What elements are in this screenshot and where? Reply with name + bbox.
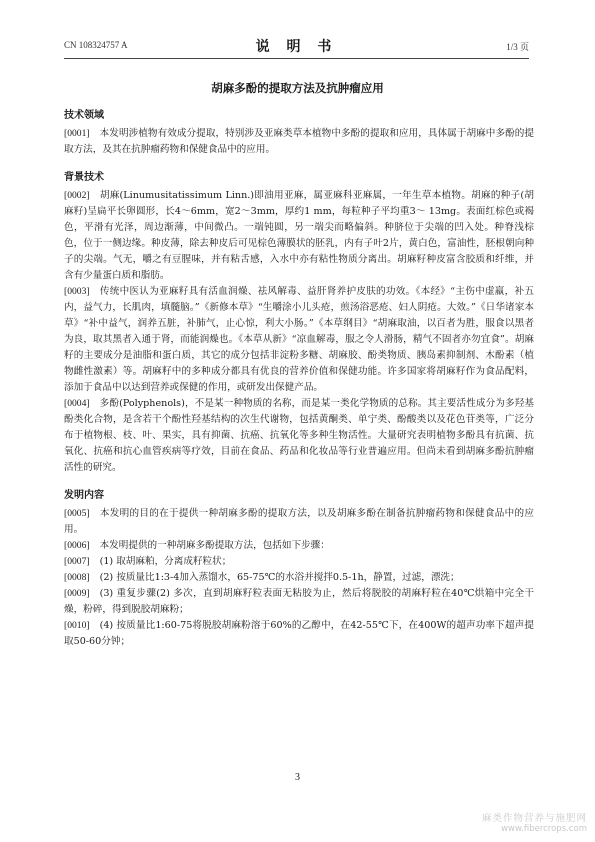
- document-type: 说 明 书: [255, 39, 338, 55]
- paragraph-number: [0004]: [64, 398, 90, 409]
- paragraph-number: [0008]: [64, 572, 90, 583]
- paragraph-number: [0005]: [64, 508, 90, 519]
- paragraph-text: 本发明涉植物有效成分提取，特别涉及亚麻类草本植物中多酚的提取和应用，具体属于胡麻中多酚的提取方法，及其在抗肿瘤药物和保健食品中的应用。: [64, 128, 534, 155]
- paragraph: [64, 396, 534, 476]
- paragraph-text: 本发明提供的一种胡麻多酚提取方法，包括如下步骤：: [99, 540, 330, 551]
- paragraph-text: (2) 按质量比1:3-4加入蒸馏水，65-75℃的水浴并搅拌0.5-1h，静置，过滤，漂洗；: [99, 572, 460, 583]
- patent-number: CN 108324757 A: [64, 40, 128, 50]
- paragraph-number: [0003]: [64, 286, 90, 297]
- paragraph: [64, 284, 534, 396]
- header-divider: [64, 58, 529, 59]
- paragraph: [64, 506, 534, 538]
- watermark-text: 麻类作物营养与施肥网: [481, 813, 587, 824]
- document-body: [64, 108, 534, 650]
- page-number: 3: [295, 772, 300, 783]
- paragraph-text: 胡麻(Linumusitatissimum Linn.)即油用亚麻，属亚麻科亚麻属，一年生草本植物。胡麻的种子(胡麻籽)呈扁平长卵圆形，长4～6mm，宽2～3mm，厚约1 mm，每粒种子平均重3～ 13mg。表面红棕色或褐色，平滑有光泽，周边渐薄，中间微凸。一端钝圆，另一端尖而略偏斜。种脐位于尖端的凹入处。种脊浅棕色，位于一侧边缘。种皮薄，除去种皮后可见棕色薄膜状的胚乳，内有子叶2片，黄白色，富油性，胚根朝向种子的尖端。气无，嚼之有豆腥味，并有粘舌感，入水中亦有粘性物质分离出。胡麻籽种皮富含胶质和纤维，并含有少量蛋白质和脂肪。: [64, 190, 534, 281]
- page-indicator: 1/3 页: [506, 42, 529, 52]
- paragraph-text: 传统中医认为亚麻籽具有活血润燥、祛风解毒、益肝肾养护皮肤的功效。《本经》“主伤中虚羸，补五内，益气力，长肌肉，填髓脑。”《新修本草》“生嚼涂小儿头疮，煎汤浴恶疮、妇人阴疮。大效。”《日华诸家本草》“补中益气，润养五脏，补肺气，止心惊，利大小肠。”《本草纲目》“胡麻取油，以百者为胜，服食以黑者为良，取其黑者入通于肾，而能润燥也。《本草从新》“凉血解毒，服之令人滑肠，精气不固者亦勿宜食”。胡麻籽的主要成分是油脂和蛋白质，其它的成分包括非淀粉多糖、胡麻胶、酚类物质、胰岛素抑制剂、木酚素（植物雌性激素）等。胡麻籽中的多种成分都具有优良的营养价值和保健功能。许多国家将胡麻籽作为食品配料，添加于食品中以达到营养或保健的作用，或研发出保健产品。: [64, 286, 534, 393]
- paragraph: [64, 618, 534, 650]
- paragraph-number: [0001]: [64, 128, 90, 139]
- paragraph-text: (3) 重复步骤(2) 多次，直到胡麻籽粒表面无粘胶为止，然后将脱胶的胡麻籽粒在40℃烘箱中完全干燥，粉碎，得到脱胶胡麻粉；: [64, 588, 534, 615]
- paragraph: [64, 126, 534, 158]
- section-heading: 技术领域: [64, 110, 104, 121]
- watermark-url: www.fibercrops.com: [501, 824, 587, 834]
- paragraph: [64, 188, 534, 284]
- page-header: [64, 36, 529, 58]
- paragraph-text: (1) 取胡麻粕，分离成籽粒状；: [99, 556, 232, 567]
- paragraph-text: (4) 按质量比1:60-75将脱胶胡麻粉溶于60%的乙醇中，在42-55℃下，在400W的超声功率下超声提取50-60分钟；: [64, 620, 534, 647]
- paragraph-number: [0009]: [64, 588, 90, 599]
- paragraph-text: 多酚(Polyphenols)，不是某一种物质的名称，而是某一类化学物质的总称。其主要活性成分为多羟基酚类化合物，是含若干个酚性羟基结构的次生代谢物，包括黄酮类、单宁类、酚酸类以及花色苷类等，广泛分布于植物根、枝、叶、果实，具有抑菌、抗癌、抗氧化等多种生物活性。大量研究表明植物多酚具有抗菌、抗氧化、抗癌和抗心血管疾病等疗效，目前在食品、药品和化妆品等行业普遍应用。但尚未看到胡麻多酚抗肿瘤活性的研究。: [64, 398, 534, 473]
- section-heading: 背景技术: [64, 172, 104, 183]
- paragraph-number: [0002]: [64, 190, 90, 201]
- paragraph: [64, 538, 534, 554]
- paragraph: [64, 554, 534, 570]
- document-title: 胡麻多酚的提取方法及抗肿瘤应用: [211, 81, 384, 95]
- paragraph: [64, 586, 534, 618]
- paragraph-number: [0010]: [64, 620, 90, 631]
- paragraph-number: [0007]: [64, 556, 90, 567]
- paragraph-number: [0006]: [64, 540, 90, 551]
- watermark: [482, 810, 587, 834]
- section-heading: 发明内容: [64, 490, 104, 501]
- paragraph: [64, 570, 534, 586]
- paragraph-text: 本发明的目的在于提供一种胡麻多酚的提取方法，以及胡麻多酚在制备抗肿瘤药物和保健食品中的应用。: [64, 508, 534, 535]
